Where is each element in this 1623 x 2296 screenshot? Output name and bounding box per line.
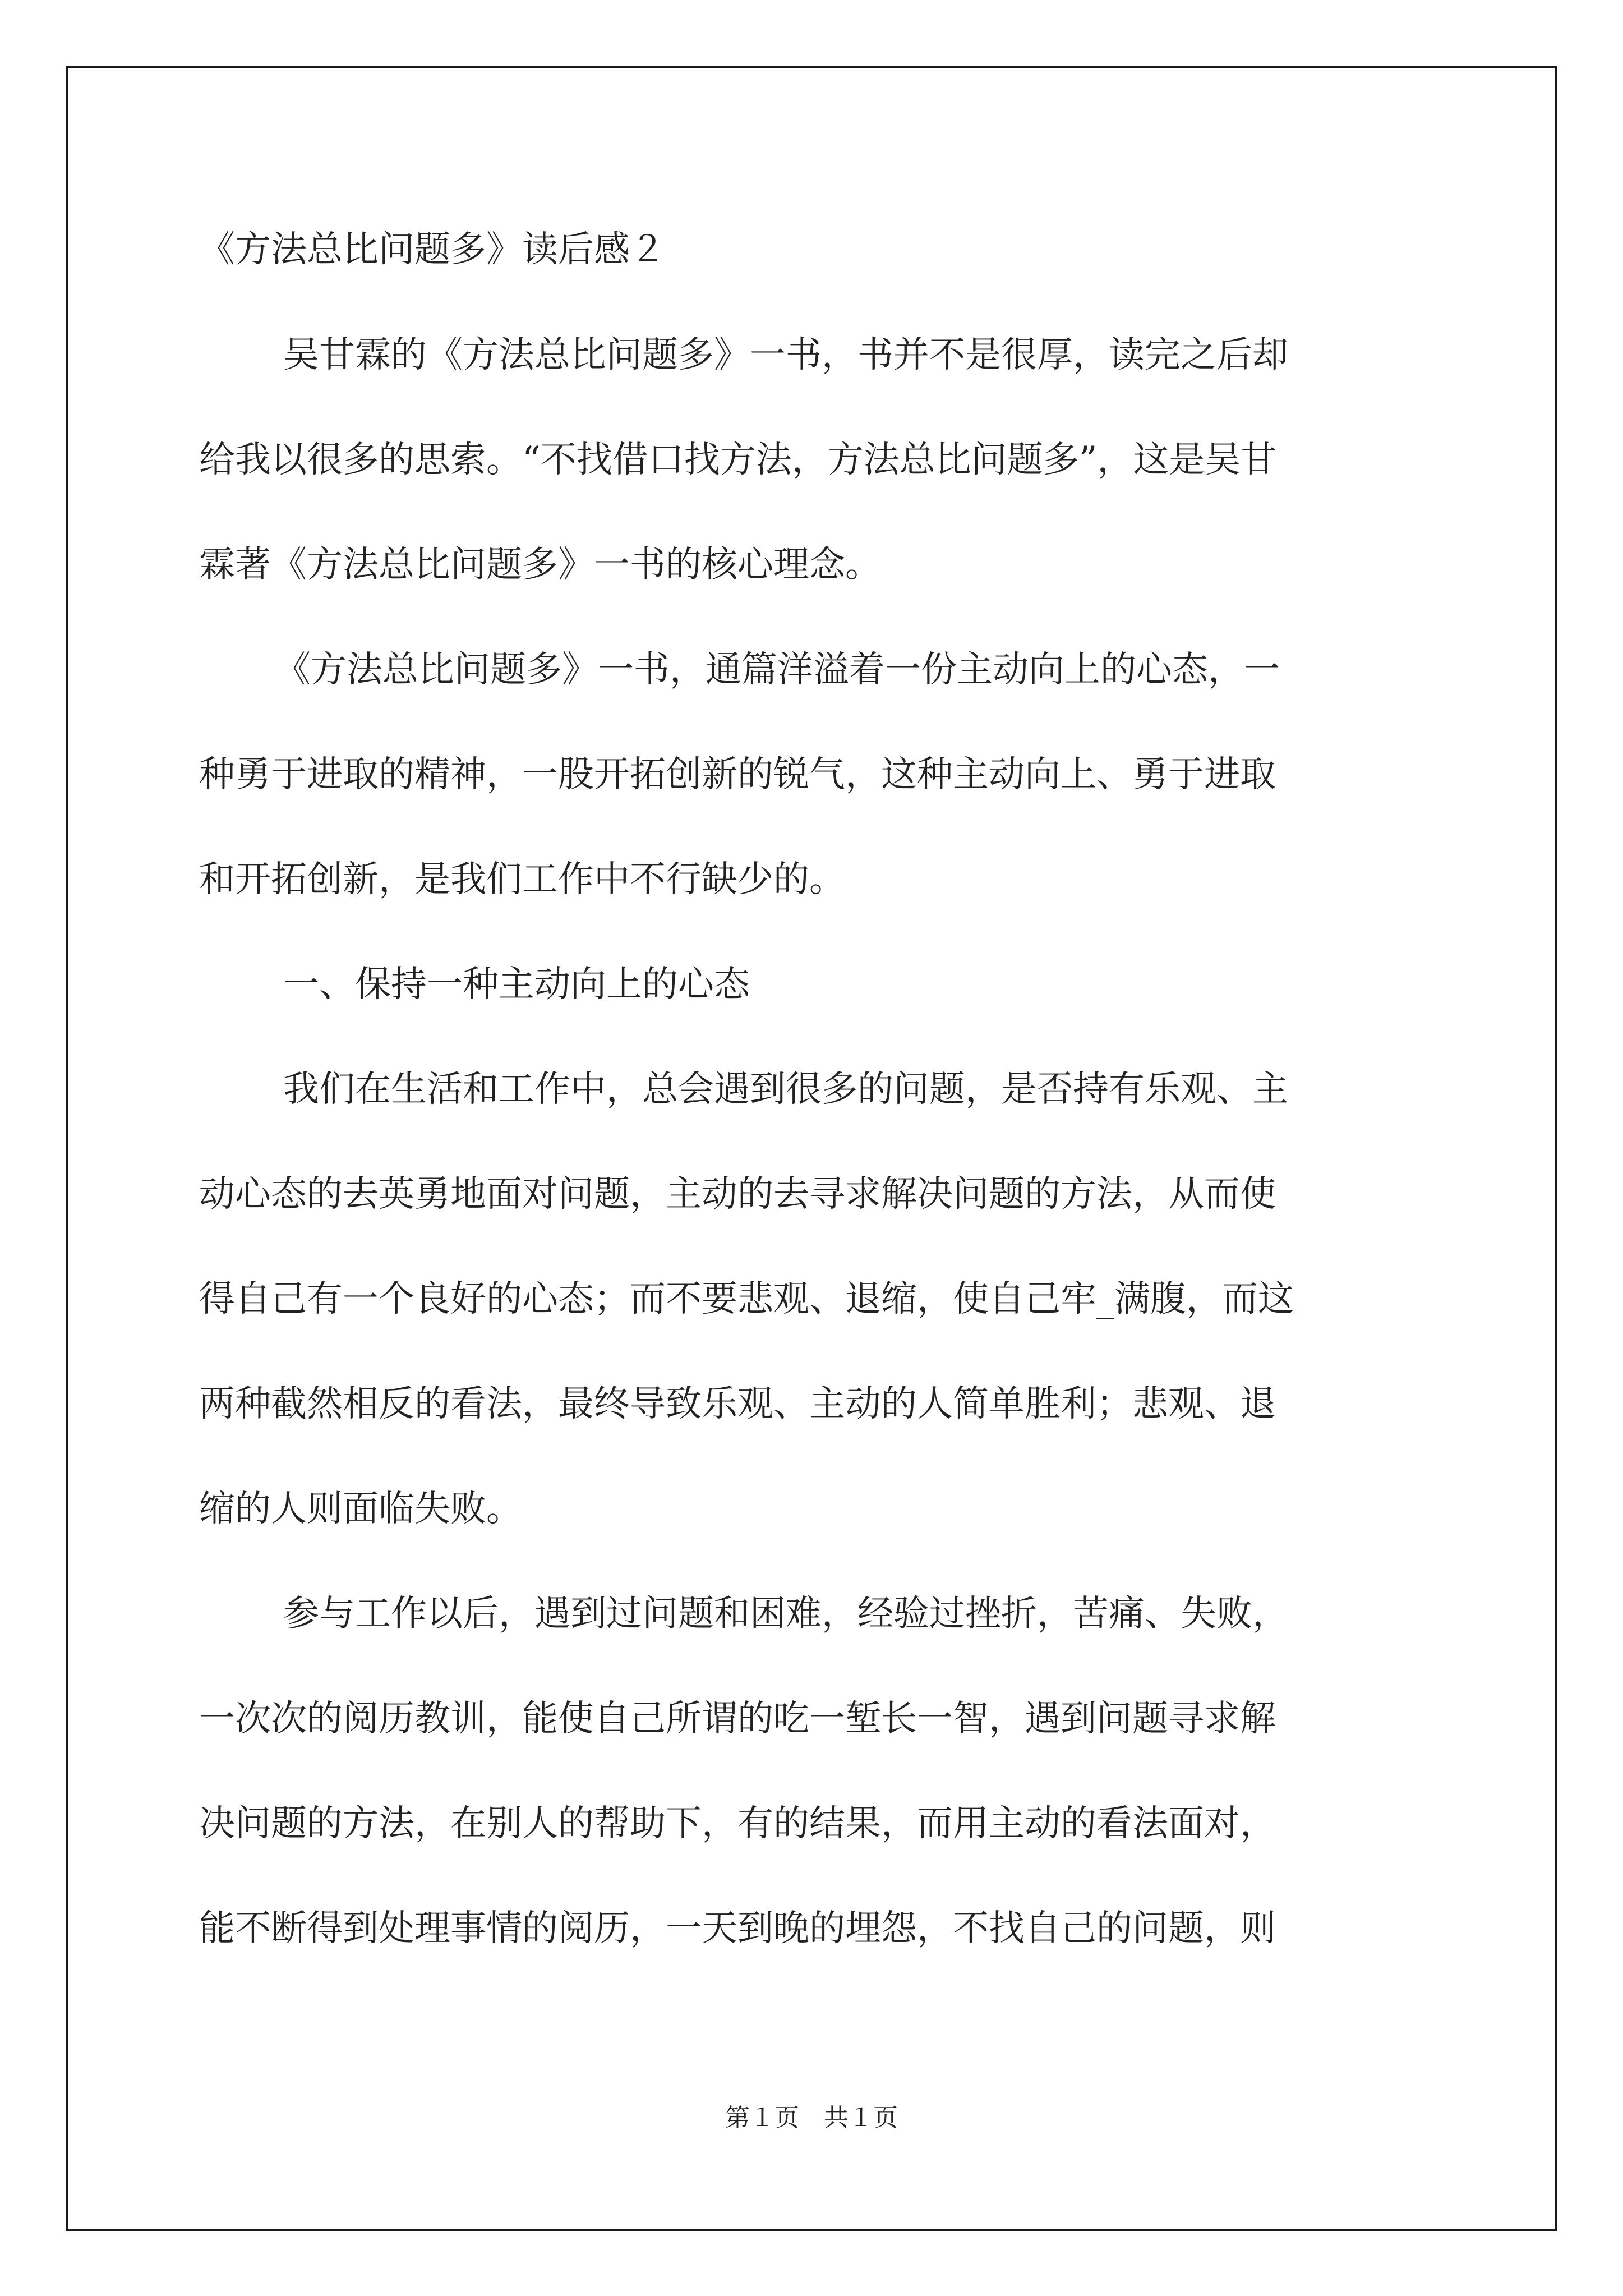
paragraph-line: 《方法总比问题多》一书，通篇洋溢着一份主动向上的心态，一 <box>275 649 1280 691</box>
paragraph-line: 我们在生活和工作中，总会遇到很多的问题，是否持有乐观、主 <box>283 1069 1288 1110</box>
paragraph-line: 决问题的方法，在别人的帮助下，有的结果，而用主动的看法面对， <box>199 1803 1276 1844</box>
paragraph-line: 一次次的阅历教训，能使自己所谓的吃一堑长一智，遇到问题寻求解 <box>199 1698 1276 1740</box>
document-title: 《方法总比问题多》读后感２ <box>199 229 666 270</box>
paragraph-line: 种勇于进取的精神，一股开拓创新的锐气，这种主动向上、勇于进取 <box>199 754 1276 795</box>
paragraph-line: 得自己有一个良好的心态；而不要悲观、退缩，使自己牢_满腹，而这 <box>199 1278 1294 1320</box>
paragraph-line: 和开拓创新，是我们工作中不行缺少的。 <box>199 859 845 900</box>
paragraph-line: 动心态的去英勇地面对问题，主动的去寻求解决问题的方法，从而使 <box>199 1174 1276 1215</box>
page-number-footer: 第１页 共１页 <box>725 2104 898 2132</box>
paragraph-line: 缩的人则面临失败。 <box>199 1488 522 1530</box>
paragraph-line: 参与工作以后，遇到过问题和困难，经验过挫折，苦痛、失败， <box>283 1593 1288 1635</box>
section-heading: 一、保持一种主动向上的心态 <box>283 964 750 1005</box>
paragraph-line: 给我以很多的思索。“不找借口找方法，方法总比问题多”，这是吴甘 <box>199 439 1277 481</box>
paragraph-line: 两种截然相反的看法，最终导致乐观、主动的人简单胜利；悲观、退 <box>199 1383 1276 1425</box>
paragraph-line: 能不断得到处理事情的阅历，一天到晚的埋怨，不找自己的问题，则 <box>199 1908 1276 1949</box>
paragraph-line: 霖著《方法总比问题多》一书的核心理念。 <box>199 544 881 586</box>
paragraph-line: 吴甘霖的《方法总比问题多》一书，书并不是很厚，读完之后却 <box>283 334 1288 376</box>
